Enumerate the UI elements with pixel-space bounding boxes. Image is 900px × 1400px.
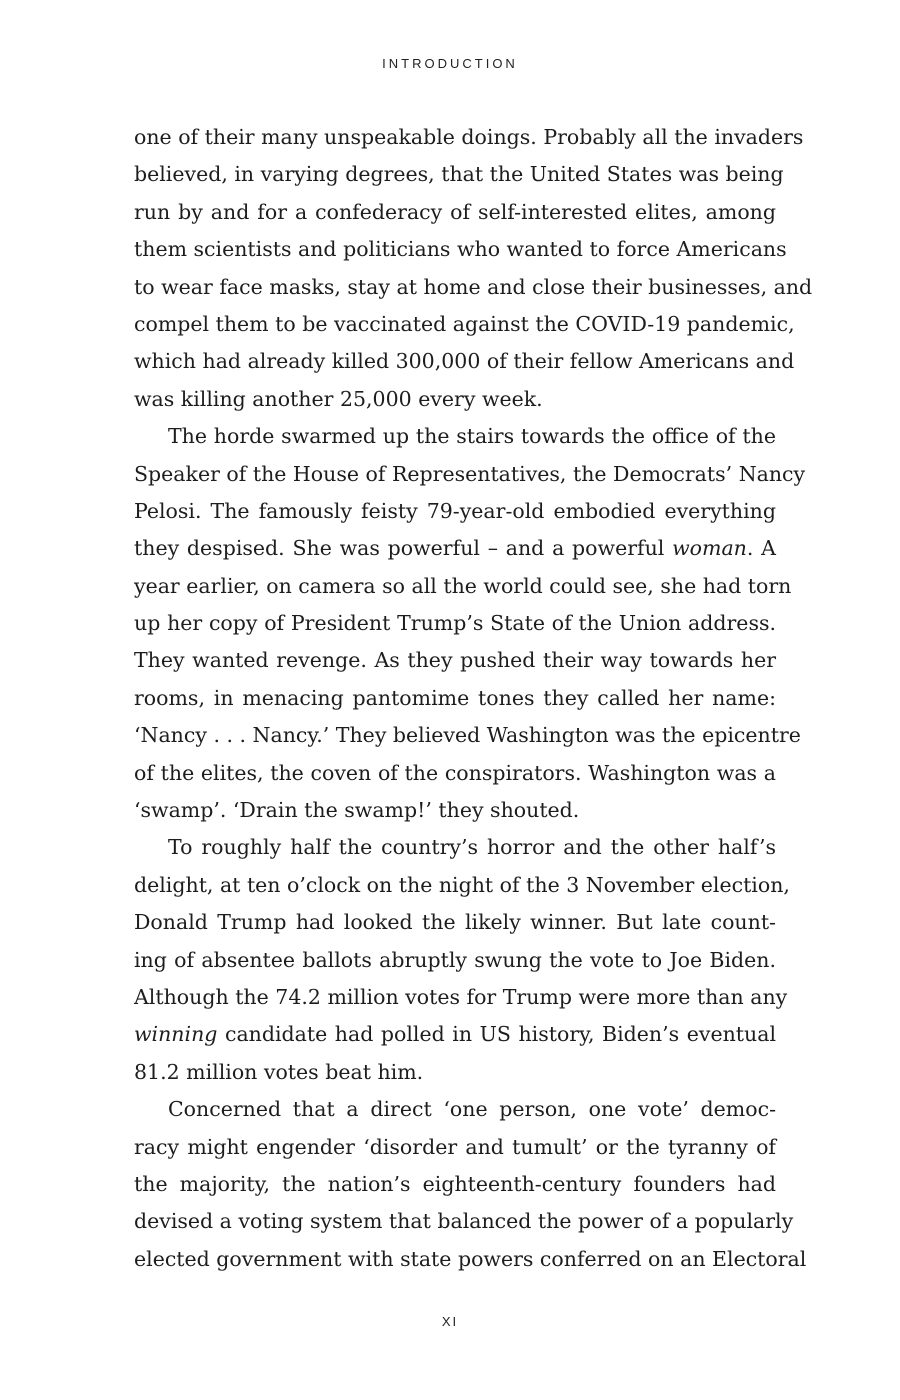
- running-head: INTRODUCTION: [382, 56, 518, 71]
- text-line: Concerned that a direct ‘one person, one vote’ democ-: [168, 1097, 776, 1122]
- text-line: them scientists and politicians who wanted to force Americans: [134, 237, 787, 262]
- text-line: to wear face masks, stay at home and close their businesses, and: [134, 274, 813, 299]
- text-line: year earlier, on camera so all the world could see, she had torn: [134, 573, 792, 598]
- text-line: elected government with state powers conferred on an Electoral: [134, 1246, 807, 1271]
- text-line: Donald Trump had looked the likely winner. But late count-: [134, 910, 776, 935]
- text-line: up her copy of President Trump’s State of the Union address.: [134, 611, 776, 636]
- text-line: one of their many unspeakable doings. Probably all the invaders: [134, 125, 804, 149]
- text-line-with-emphasis: they despised. She was powerful – and a powerful woman. A: [134, 536, 776, 561]
- paragraph: [134, 1091, 807, 1278]
- text-line: The horde swarmed up the stairs towards the office of the: [168, 424, 776, 449]
- text-line: was killing another 25,000 every week.: [134, 386, 543, 411]
- emphasized-word: woman: [672, 536, 747, 561]
- text-line: the majority, the nation’s eighteenth-century founders had: [134, 1171, 776, 1196]
- text-line: rooms, in menacing pantomime tones they called her name:: [134, 685, 776, 710]
- text-line: 81.2 million votes beat him.: [134, 1059, 424, 1084]
- text-line: devised a voting system that balanced the power of a popularly: [134, 1209, 794, 1234]
- text-line: ing of absentee ballots abruptly swung the vote to Joe Biden.: [134, 947, 776, 972]
- paragraph: [134, 829, 790, 1091]
- text-line: of the elites, the coven of the conspirators. Washington was a: [134, 760, 776, 785]
- text-line: To roughly half the country’s horror and the other half’s: [168, 835, 776, 860]
- text-line: racy might engender ‘disorder and tumult’ or the tyranny of: [134, 1134, 776, 1159]
- text-line: which had already killed 300,000 of their fellow Americans and: [134, 349, 795, 374]
- page-number: XI: [441, 1314, 459, 1329]
- paragraph: [134, 119, 813, 418]
- text-line: ‘swamp’. ‘Drain the swamp!’ they shouted.: [134, 798, 580, 823]
- text-line: ‘Nancy . . . Nancy.’ They believed Washington was the epicentre: [134, 723, 801, 748]
- text-line: delight, at ten o’clock on the night of the 3 November election,: [134, 872, 790, 897]
- text-line: believed, in varying degrees, that the United States was being: [134, 162, 784, 187]
- text-line: Pelosi. The famously feisty 79-year-old embodied everything: [134, 498, 776, 523]
- text-line: They wanted revenge. As they pushed their way towards her: [134, 648, 776, 673]
- text-line: Although the 74.2 million votes for Trump were more than any: [134, 984, 788, 1009]
- text-line-with-emphasis: winning candidate had polled in US history, Biden’s eventual: [134, 1022, 776, 1047]
- body-text: [134, 119, 813, 1278]
- text-line: run by and for a confederacy of self-interested elites, among: [134, 199, 776, 224]
- paragraph: [134, 418, 806, 829]
- emphasized-word: winning: [134, 1022, 218, 1047]
- text-line: compel them to be vaccinated against the COVID-19 pandemic,: [134, 311, 795, 336]
- text-line: Speaker of the House of Representatives, the Democrats’ Nancy: [134, 461, 806, 486]
